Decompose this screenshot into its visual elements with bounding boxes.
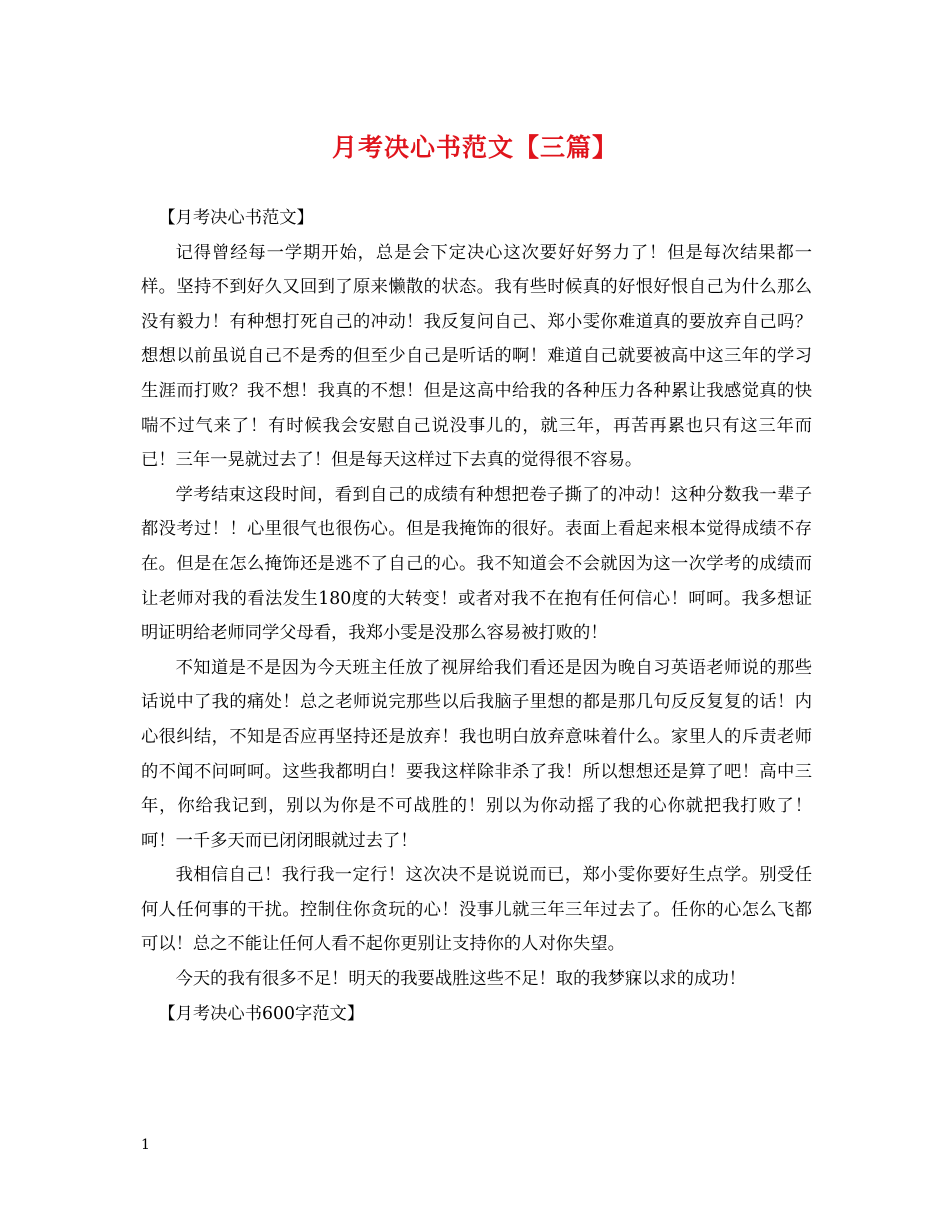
document-body <box>141 201 812 1031</box>
section-heading: 【月考决心书范文】 <box>158 208 314 228</box>
paragraph: 学考结束这段时间，看到自己的成绩有种想把卷子撕了的冲动！这种分数我一辈子都没考过！！心里很气也很伤心。但是我掩饰的很好。表面上看起来根本觉得成绩不存在。但是在怎么掩饰还是逃不了自己的心。我不知道会不会就因为这一次学考的成绩而让老师对我的看法发生180度的大转变！或者对我不在抱有任何信心！呵呵。我多想证明证明给老师同学父母看，我郑小雯是没那么容易被打败的！ <box>141 484 812 644</box>
page-number: 1 <box>141 1137 150 1153</box>
paragraph: 记得曾经每一学期开始，总是会下定决心这次要好好努力了！但是每次结果都一样。坚持不到好久又回到了原来懒散的状态。我有些时候真的好恨好恨自己为什么那么没有毅力！有种想打死自己的冲动！我反复问自己、郑小雯你难道真的要放弃自己吗？想想以前虽说自己不是秀的但至少自己是听话的啊！难道自己就要被高中这三年的学习生涯而打败？我不想！我真的不想！但是这高中给我的各种压力各种累让我感觉真的快喘不过气来了！有时候我会安慰自己说没事儿的，就三年，再苦再累也只有这三年而已！三年一晃就过去了！但是每天这样过下去真的觉得很不容易。 <box>141 242 812 471</box>
paragraph: 今天的我有很多不足！明天的我要战胜这些不足！取的我梦寐以求的成功！ <box>175 969 746 990</box>
page-title: 月考决心书范文【三篇】 <box>331 133 618 162</box>
paragraph: 不知道是不是因为今天班主任放了视屏给我们看还是因为晚自习英语老师说的那些话说中了我的痛处！总之老师说完那些以后我脑子里想的都是那几句反反复复的话！内心很纠结，不知是否应再坚持还是放弃！我也明白放弃意味着什么。家里人的斥责老师的不闻不问呵呵。这些我都明白！要我这样除非杀了我！所以想想还是算了吧！高中三年，你给我记到，别以为你是不可战胜的！别以为你动摇了我的心你就把我打败了！呵！一千多天而已闭闭眼就过去了！ <box>141 657 812 851</box>
section-heading: 【月考决心书600字范文】 <box>158 1003 365 1024</box>
paragraph: 我相信自己！我行我一定行！这次决不是说说而已，郑小雯你要好生点学。别受任何人任何事的干扰。控制住你贪玩的心！没事儿就三年三年过去了。任你的心怎么飞都可以！总之不能让任何人看不起你更别让支持你的人对你失望。 <box>141 865 812 955</box>
